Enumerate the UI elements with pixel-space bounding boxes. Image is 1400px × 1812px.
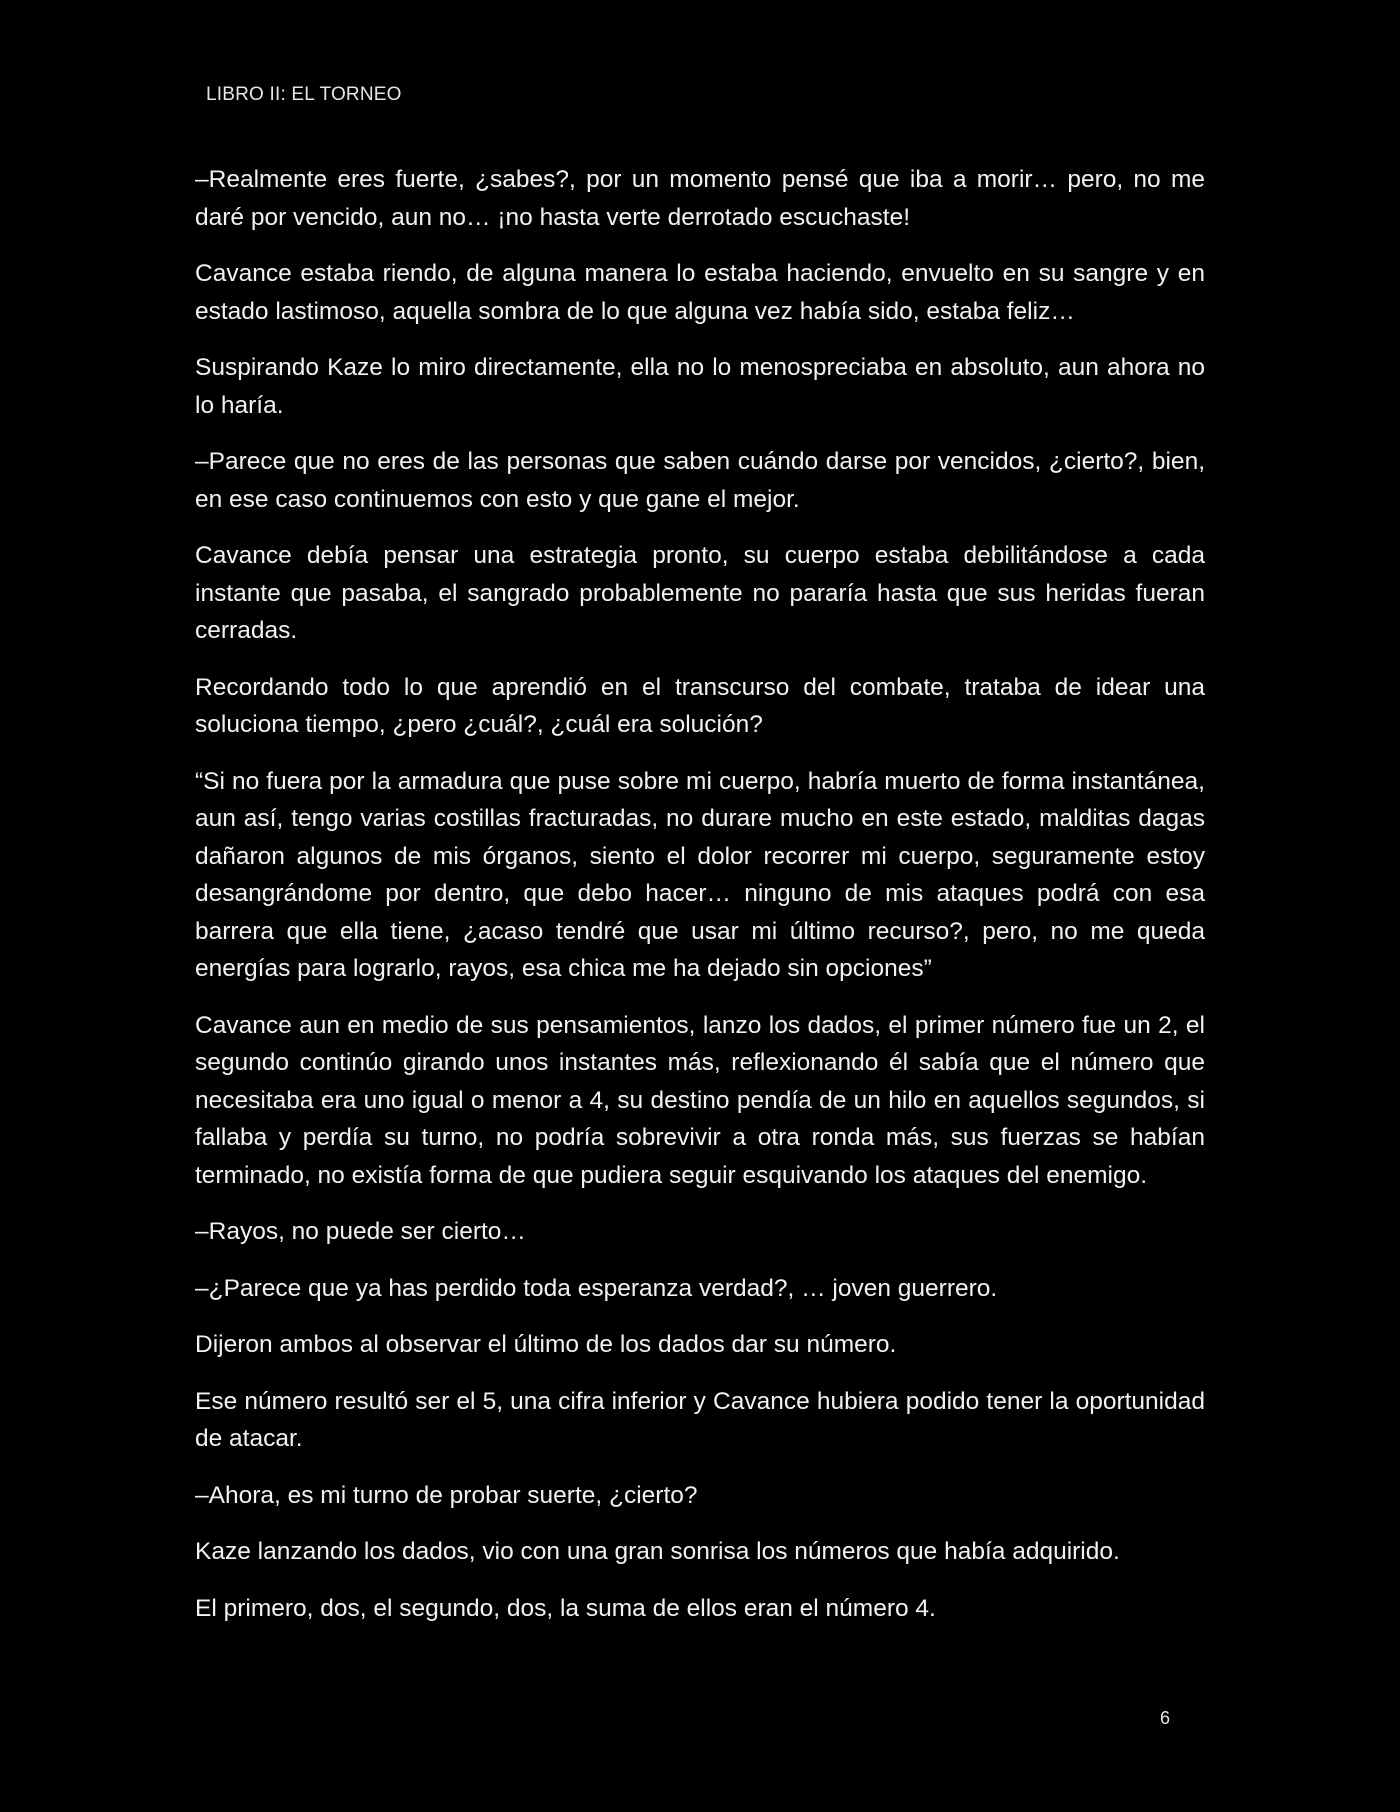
paragraph: Recordando todo lo que aprendió en el transcurso del combate, trataba de idear una soluciona tiempo, ¿pero ¿cuál?, ¿cuál era solución? [195, 673, 1205, 738]
paragraph: Cavance debía pensar una estrategia pronto, su cuerpo estaba debilitándose a cada instante que pasaba, el sangrado probablemente no pararía hasta que sus heridas fueran cerradas. [195, 542, 1205, 644]
paragraph: “Si no fuera por la armadura que puse sobre mi cuerpo, habría muerto de forma instantánea, aun así, tengo varias costillas fracturadas, no durare mucho en este estado, malditas dagas dañaron algunos de mis órganos, siento el dolor recorrer mi cuerpo, seguramente estoy desangrándome por dentro, que debo hacer… ninguno de mis ataques podrá con esa barrera que ella tiene, ¿acaso tendré que usar mi último recurso?, pero, no me queda energías para lograrlo, rayos, esa chica me ha dejado sin opciones” [195, 767, 1205, 982]
paragraph: Kaze lanzando los dados, vio con una gran sonrisa los números que había adquirido. [195, 1538, 1120, 1565]
paragraph: –Parece que no eres de las personas que saben cuándo darse por vencidos, ¿cierto?, bien, en ese caso continuemos con esto y que gane el mejor. [195, 448, 1205, 513]
paragraph: –¿Parece que ya has perdido toda esperanza verdad?, … joven guerrero. [195, 1274, 998, 1302]
paragraph: El primero, dos, el segundo, dos, la suma de ellos eran el número 4. [195, 1594, 936, 1622]
paragraph: Dijeron ambos al observar el último de los dados dar su número. [195, 1331, 897, 1358]
page-number: 6 [1160, 1708, 1171, 1728]
paragraph: Ese número resultó ser el 5, una cifra inferior y Cavance hubiera podido tener la oportunidad de atacar. [195, 1387, 1205, 1452]
body-text [195, 161, 1205, 1646]
paragraph: Suspirando Kaze lo miro directamente, ella no lo menospreciaba en absoluto, aun ahora no lo haría. [195, 354, 1205, 419]
paragraph: Cavance aun en medio de sus pensamientos, lanzo los dados, el primer número fue un 2, el segundo continúo girando unos instantes más, reflexionando él sabía que el número que necesitaba era uno igual o menor a 4, su destino pendía de un hilo en aquellos segundos, si fallaba y perdía su turno, no podría sobrevivir a otra ronda más, sus fuerzas se habían terminado, no existía forma de que pudiera seguir esquivando los ataques del enemigo. [195, 1011, 1205, 1189]
running-header: LIBRO II: EL TORNEO [206, 84, 402, 105]
paragraph: –Ahora, es mi turno de probar suerte, ¿cierto? [195, 1481, 698, 1509]
paragraph: –Rayos, no puede ser cierto… [195, 1218, 526, 1245]
paragraph: –Realmente eres fuerte, ¿sabes?, por un momento pensé que iba a morir… pero, no me daré por vencido, aun no… ¡no hasta verte derrotado escuchaste! [195, 166, 1205, 231]
paragraph: Cavance estaba riendo, de alguna manera lo estaba haciendo, envuelto en su sangre y en estado lastimoso, aquella sombra de lo que alguna vez había sido, estaba feliz… [195, 260, 1205, 325]
